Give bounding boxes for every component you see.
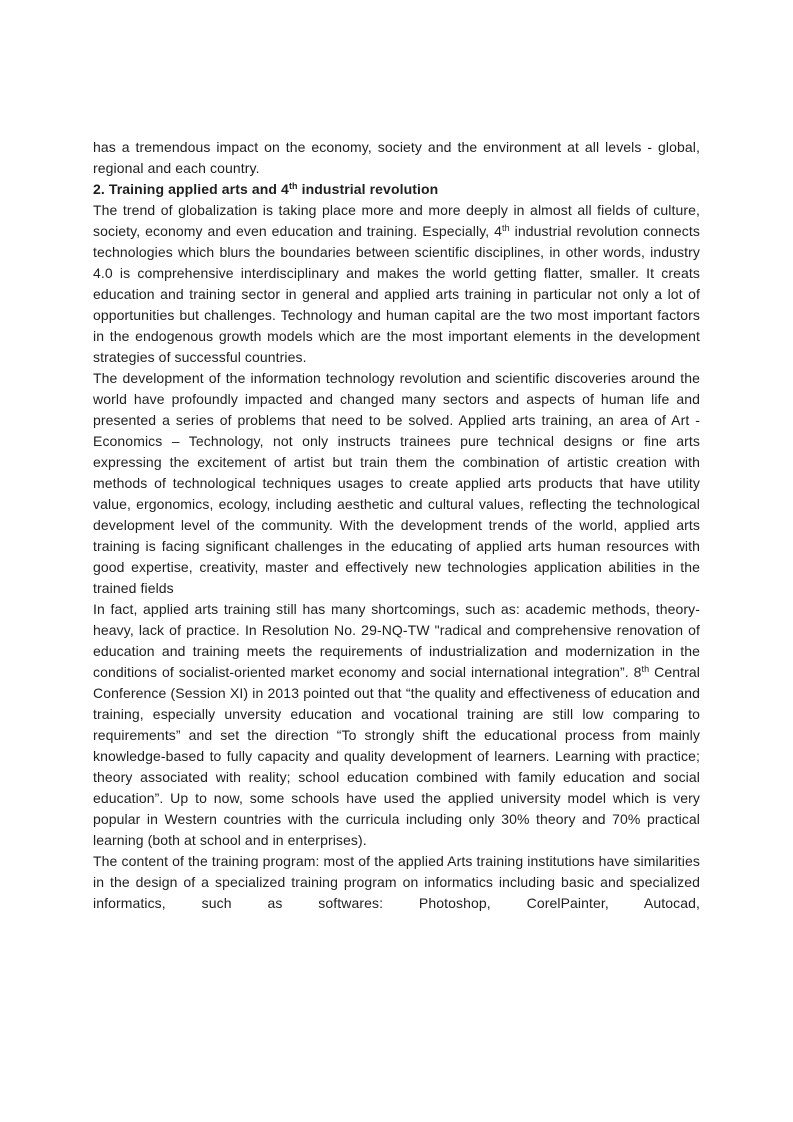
text-segment: The content of the training program: most of the applied Arts training institutions have similarities in the design of a specialized training program on informatics including basic and specialized informatics, such as softwares: Photoshop, CorelPainter, Autocad, bbox=[93, 853, 700, 911]
paragraph-globalization-trend bbox=[93, 200, 700, 368]
text-segment: industrial revolution connects technologies which blurs the boundaries between scientific disciplines, in other words, industry 4.0 is comprehensive interdisciplinary and makes the world getting flatter, smaller. It creats education and training sector in general and applied arts training in particular not only a lot of opportunities but challenges. Technology and human capital are the two most important factors in the endogenous growth models which are the most important elements in the development strategies of successful countries. bbox=[93, 223, 700, 365]
superscript-ordinal: th bbox=[502, 223, 510, 233]
text-segment: Central Conference (Session XI) in 2013 pointed out that “the quality and effectiveness of education and training, especially unversity education and vocational training are still low comparing to requirements” and set the direction “To strongly shift the educational process from mainly knowledge-based to fully capacity and quality development of learners. Learning with practice; theory associated with reality; school education combined with family education and social education”. Up to now, some schools have used the applied university model which is very popular in Western countries with the curricula including only 30% theory and 70% practical learning (both at school and in enterprises). bbox=[93, 664, 701, 848]
text-segment: industrial revolution bbox=[297, 181, 439, 197]
superscript-ordinal: th bbox=[288, 181, 298, 191]
text-segment: In fact, applied arts training still has many shortcomings, such as: academic methods, theory-heavy, lack of practice. In Resolution No. 29-NQ-TW "radical and comprehensive renovation of education and training meets the requirements of industrialization and modernization in the conditions of socialist-oriented market economy and social international integration”. 8 bbox=[93, 601, 700, 680]
paragraph-it-revolution bbox=[93, 368, 700, 599]
text-segment: has a tremendous impact on the economy, society and the environment at all levels - global, regional and each country. bbox=[93, 139, 700, 176]
section-heading bbox=[93, 179, 700, 200]
paragraph-intro-continuation bbox=[93, 137, 700, 179]
paragraph-training-content bbox=[93, 851, 700, 914]
text-segment: 2. Training applied arts and 4 bbox=[93, 181, 289, 197]
superscript-ordinal: th bbox=[641, 664, 650, 674]
paragraph-shortcomings bbox=[93, 599, 700, 851]
document-body bbox=[93, 137, 700, 914]
text-segment: The development of the information technology revolution and scientific discoveries around the world have profoundly impacted and changed many sectors and aspects of human life and presented a series of problems that need to be solved. Applied arts training, an area of Art - Economics – Technology, not only instructs trainees pure technical designs or fine arts expressing the excitement of artist but train them the combination of artistic creation with methods of technological techniques usages to create applied arts products that have utility value, ergonomics, ecology, including aesthetic and cultural values, reflecting the technological development level of the community. With the development trends of the world, applied arts training is facing significant challenges in the educating of applied arts human resources with good expertise, creativity, master and effectively new technologies application abilities in the trained fields bbox=[93, 370, 700, 596]
text-segment: The trend of globalization is taking place more and more deeply in almost all fields of culture, society, economy and even education and training. Especially, 4 bbox=[93, 202, 700, 239]
